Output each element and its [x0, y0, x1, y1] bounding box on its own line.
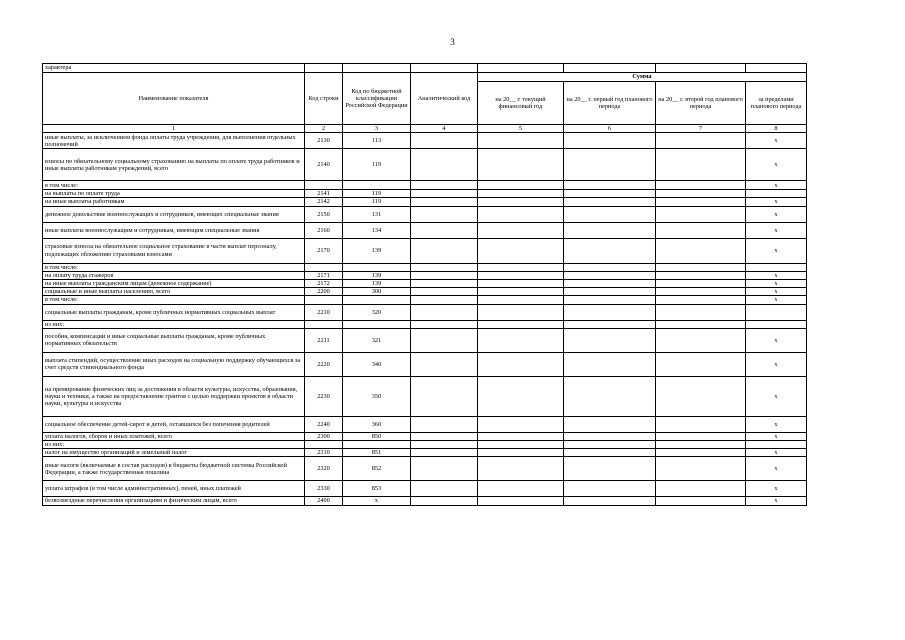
row-first-year: [564, 497, 656, 505]
row-current-year: [478, 441, 564, 449]
row-second-year: [656, 238, 746, 263]
row-beyond: x: [746, 198, 807, 206]
row-first-year: [564, 416, 656, 432]
row-analytic-code: [411, 416, 478, 432]
row-first-year: [564, 190, 656, 198]
row-code: [305, 441, 343, 449]
row-first-year: [564, 271, 656, 279]
header-sum: Сумма: [478, 73, 807, 82]
row-budget-code: x: [343, 497, 411, 505]
row-code: 2140: [305, 149, 343, 181]
table-row: [43, 481, 807, 497]
row-analytic-code: [411, 271, 478, 279]
row-beyond: x: [746, 328, 807, 352]
row-code: 2130: [305, 133, 343, 149]
row-current-year: [478, 271, 564, 279]
row-analytic-code: [411, 449, 478, 457]
table-row: [43, 457, 807, 481]
column-number: 1: [43, 125, 305, 133]
table-row: [43, 149, 807, 181]
row-budget-code: [343, 296, 411, 304]
row-analytic-code: [411, 320, 478, 328]
row-second-year: [656, 288, 746, 296]
row-first-year: [564, 328, 656, 352]
row-beyond: x: [746, 288, 807, 296]
row-current-year: [478, 222, 564, 238]
header-second-year: на 20__ г. второй год планового периода: [656, 82, 746, 125]
row-first-year: [564, 352, 656, 376]
row-first-year: [564, 181, 656, 190]
row-first-year: [564, 149, 656, 181]
row-beyond: x: [746, 449, 807, 457]
row-first-year: [564, 481, 656, 497]
row-first-year: [564, 376, 656, 416]
row-analytic-code: [411, 222, 478, 238]
top-label: характера: [43, 64, 305, 73]
header-name: Наименование показателя: [43, 73, 305, 125]
row-first-year: [564, 280, 656, 288]
row-analytic-code: [411, 263, 478, 271]
row-analytic-code: [411, 133, 478, 149]
row-second-year: [656, 198, 746, 206]
row-current-year: [478, 497, 564, 505]
row-analytic-code: [411, 441, 478, 449]
row-code: 2310: [305, 449, 343, 457]
row-second-year: [656, 441, 746, 449]
row-code: 2220: [305, 352, 343, 376]
row-beyond: x: [746, 206, 807, 222]
row-second-year: [656, 449, 746, 457]
row-budget-code: [343, 181, 411, 190]
row-beyond: [746, 441, 807, 449]
table-row: [43, 133, 807, 149]
row-name: страховые взносы на обязательное социальное страхование в части выплат персоналу, подлежащих обложению страховыми взносами: [43, 238, 305, 263]
header-current-year: на 20__ г. текущий финансовый год: [478, 82, 564, 125]
row-code: 2172: [305, 280, 343, 288]
row-current-year: [478, 328, 564, 352]
row-current-year: [478, 481, 564, 497]
table-row: [43, 296, 807, 304]
row-code: 2200: [305, 288, 343, 296]
row-name: уплата штрафов (в том числе административных), пеней, иных платежей: [43, 481, 305, 497]
row-current-year: [478, 352, 564, 376]
row-code: 2150: [305, 206, 343, 222]
row-second-year: [656, 181, 746, 190]
row-analytic-code: [411, 304, 478, 320]
row-code: 2230: [305, 376, 343, 416]
column-number: 5: [478, 125, 564, 133]
row-budget-code: 119: [343, 190, 411, 198]
row-code: [305, 263, 343, 271]
row-second-year: [656, 376, 746, 416]
row-beyond: x: [746, 457, 807, 481]
row-name: иные выплаты, за исключением фонда оплаты труда учреждения, для выполнения отдельных полномочий: [43, 133, 305, 149]
row-second-year: [656, 133, 746, 149]
table-row: [43, 441, 807, 449]
row-code: 2240: [305, 416, 343, 432]
row-second-year: [656, 206, 746, 222]
row-code: 2300: [305, 432, 343, 440]
row-first-year: [564, 304, 656, 320]
row-budget-code: 300: [343, 288, 411, 296]
row-budget-code: 131: [343, 206, 411, 222]
row-beyond: x: [746, 222, 807, 238]
table-row: [43, 238, 807, 263]
row-budget-code: 853: [343, 481, 411, 497]
row-analytic-code: [411, 497, 478, 505]
table-row: [43, 181, 807, 190]
table-row: [43, 280, 807, 288]
row-name: социальные и иные выплаты населению, всего: [43, 288, 305, 296]
row-budget-code: 119: [343, 149, 411, 181]
row-current-year: [478, 457, 564, 481]
row-first-year: [564, 441, 656, 449]
row-budget-code: 321: [343, 328, 411, 352]
row-budget-code: 139: [343, 271, 411, 279]
row-current-year: [478, 288, 564, 296]
row-first-year: [564, 288, 656, 296]
row-analytic-code: [411, 288, 478, 296]
table-row: [43, 376, 807, 416]
row-beyond: [746, 304, 807, 320]
row-name: выплата стипендий, осуществление иных расходов на социальную поддержку обучающихся за счет средств стипендиального фонда: [43, 352, 305, 376]
table-row: [43, 432, 807, 440]
row-name: в том числе:: [43, 181, 305, 190]
row-analytic-code: [411, 328, 478, 352]
row-second-year: [656, 328, 746, 352]
row-name: в том числе:: [43, 263, 305, 271]
row-beyond: x: [746, 432, 807, 440]
table-row: [43, 320, 807, 328]
row-name: из них:: [43, 441, 305, 449]
row-name: на премирование физических лиц за достижения в области культуры, искусства, образования, науки и техники, а также на предоставление грантов с целью поддержки проектов в области науки, культуры и искусства: [43, 376, 305, 416]
row-analytic-code: [411, 181, 478, 190]
row-budget-code: 320: [343, 304, 411, 320]
row-first-year: [564, 457, 656, 481]
row-name: безвозмездные перечисления организациям и физическим лицам, всего: [43, 497, 305, 505]
row-analytic-code: [411, 198, 478, 206]
row-code: [305, 296, 343, 304]
column-number-row: [43, 125, 807, 133]
row-second-year: [656, 497, 746, 505]
row-budget-code: 113: [343, 133, 411, 149]
row-code: 2330: [305, 481, 343, 497]
row-code: 2400: [305, 497, 343, 505]
table-row: [43, 304, 807, 320]
row-name: уплата налогов, сборов и иных платежей, всего: [43, 432, 305, 440]
row-beyond: x: [746, 416, 807, 432]
row-name: на иные выплаты гражданским лицам (денежное содержание): [43, 280, 305, 288]
row-analytic-code: [411, 296, 478, 304]
row-beyond: x: [746, 133, 807, 149]
row-second-year: [656, 416, 746, 432]
table-row: [43, 271, 807, 279]
row-current-year: [478, 198, 564, 206]
row-budget-code: 119: [343, 198, 411, 206]
row-name: на иные выплаты работникам: [43, 198, 305, 206]
row-budget-code: 360: [343, 416, 411, 432]
row-current-year: [478, 181, 564, 190]
row-code: 2211: [305, 328, 343, 352]
row-beyond: x: [746, 238, 807, 263]
row-code: 2170: [305, 238, 343, 263]
row-beyond: x: [746, 497, 807, 505]
row-analytic-code: [411, 190, 478, 198]
row-name: из них:: [43, 320, 305, 328]
row-analytic-code: [411, 376, 478, 416]
row-second-year: [656, 352, 746, 376]
row-budget-code: 350: [343, 376, 411, 416]
row-current-year: [478, 304, 564, 320]
row-current-year: [478, 133, 564, 149]
row-analytic-code: [411, 481, 478, 497]
row-budget-code: [343, 263, 411, 271]
row-name: денежное довольствие военнослужащих и сотрудников, имеющих специальные звания: [43, 206, 305, 222]
row-first-year: [564, 222, 656, 238]
row-second-year: [656, 432, 746, 440]
row-second-year: [656, 296, 746, 304]
row-first-year: [564, 133, 656, 149]
row-budget-code: 139: [343, 238, 411, 263]
row-second-year: [656, 190, 746, 198]
row-current-year: [478, 376, 564, 416]
row-beyond: x: [746, 481, 807, 497]
row-name: в том числе:: [43, 296, 305, 304]
row-current-year: [478, 320, 564, 328]
header-beyond: за пределами планового периода: [746, 82, 807, 125]
row-beyond: x: [746, 271, 807, 279]
row-current-year: [478, 263, 564, 271]
table-row: [43, 206, 807, 222]
row-budget-code: 340: [343, 352, 411, 376]
column-number: 6: [564, 125, 656, 133]
row-second-year: [656, 457, 746, 481]
row-second-year: [656, 320, 746, 328]
row-second-year: [656, 263, 746, 271]
row-current-year: [478, 238, 564, 263]
row-first-year: [564, 206, 656, 222]
table-row: [43, 198, 807, 206]
page-number: 3: [450, 37, 455, 47]
header-analytic-code: Аналитический код: [411, 73, 478, 125]
row-first-year: [564, 263, 656, 271]
row-second-year: [656, 271, 746, 279]
column-number: 2: [305, 125, 343, 133]
row-code: 2320: [305, 457, 343, 481]
table-row: [43, 352, 807, 376]
row-second-year: [656, 481, 746, 497]
row-name: пособия, компенсации и иные социальные выплаты гражданам, кроме публичных нормативных обязательств: [43, 328, 305, 352]
row-code: 2210: [305, 304, 343, 320]
row-name: иные выплаты военнослужащим и сотрудникам, имеющим специальные звания: [43, 222, 305, 238]
row-analytic-code: [411, 457, 478, 481]
row-name: иные налоги (включаемые в состав расходов) в бюджеты бюджетной системы Российской Федерации, а также государственная пошлина: [43, 457, 305, 481]
row-name: на выплаты по оплате труда: [43, 190, 305, 198]
row-first-year: [564, 320, 656, 328]
row-name: налог на имущество организаций и земельный налог: [43, 449, 305, 457]
row-name: социальные выплаты гражданам, кроме публичных нормативных социальных выплат: [43, 304, 305, 320]
row-budget-code: 852: [343, 457, 411, 481]
row-analytic-code: [411, 238, 478, 263]
row-name: социальное обеспечение детей-сирот и детей, оставшихся без попечения родителей: [43, 416, 305, 432]
column-number: 7: [656, 125, 746, 133]
row-code: [305, 181, 343, 190]
row-beyond: x: [746, 296, 807, 304]
header-budget-code: Код по бюджетной классификации Российской Федерации: [343, 73, 411, 125]
financial-plan-table: [42, 63, 807, 506]
table-row: [43, 497, 807, 505]
row-code: 2171: [305, 271, 343, 279]
row-first-year: [564, 198, 656, 206]
table-row: [43, 449, 807, 457]
row-beyond: [746, 320, 807, 328]
row-analytic-code: [411, 280, 478, 288]
row-code: [305, 320, 343, 328]
row-second-year: [656, 280, 746, 288]
table-row: [43, 416, 807, 432]
table-row: [43, 288, 807, 296]
row-current-year: [478, 206, 564, 222]
row-analytic-code: [411, 352, 478, 376]
row-first-year: [564, 238, 656, 263]
row-code: 2142: [305, 198, 343, 206]
row-beyond: x: [746, 280, 807, 288]
row-analytic-code: [411, 432, 478, 440]
row-code: 2141: [305, 190, 343, 198]
row-current-year: [478, 280, 564, 288]
row-current-year: [478, 449, 564, 457]
row-beyond: x: [746, 181, 807, 190]
table-row: [43, 222, 807, 238]
row-budget-code: 139: [343, 280, 411, 288]
header-row-code: Код строки: [305, 73, 343, 125]
row-current-year: [478, 190, 564, 198]
row-beyond: [746, 263, 807, 271]
column-number: 4: [411, 125, 478, 133]
table-row: [43, 190, 807, 198]
row-first-year: [564, 296, 656, 304]
row-second-year: [656, 304, 746, 320]
row-second-year: [656, 222, 746, 238]
column-number: 8: [746, 125, 807, 133]
row-first-year: [564, 449, 656, 457]
row-code: 2160: [305, 222, 343, 238]
row-beyond: x: [746, 376, 807, 416]
table-row: [43, 328, 807, 352]
row-beyond: x: [746, 149, 807, 181]
row-budget-code: [343, 441, 411, 449]
row-budget-code: 851: [343, 449, 411, 457]
header-first-year: на 20__ г. первый год планового периода: [564, 82, 656, 125]
row-budget-code: 850: [343, 432, 411, 440]
row-beyond: [746, 190, 807, 198]
row-analytic-code: [411, 206, 478, 222]
row-name: на оплату труда стажеров: [43, 271, 305, 279]
table-row: [43, 263, 807, 271]
row-current-year: [478, 149, 564, 181]
row-first-year: [564, 432, 656, 440]
column-number: 3: [343, 125, 411, 133]
row-second-year: [656, 149, 746, 181]
row-current-year: [478, 432, 564, 440]
row-budget-code: [343, 320, 411, 328]
row-name: взносы по обязательному социальному страхованию на выплаты по оплате труда работников и иные выплаты работникам учреждений, всего: [43, 149, 305, 181]
row-current-year: [478, 296, 564, 304]
row-budget-code: 134: [343, 222, 411, 238]
row-analytic-code: [411, 149, 478, 181]
row-beyond: x: [746, 352, 807, 376]
row-current-year: [478, 416, 564, 432]
